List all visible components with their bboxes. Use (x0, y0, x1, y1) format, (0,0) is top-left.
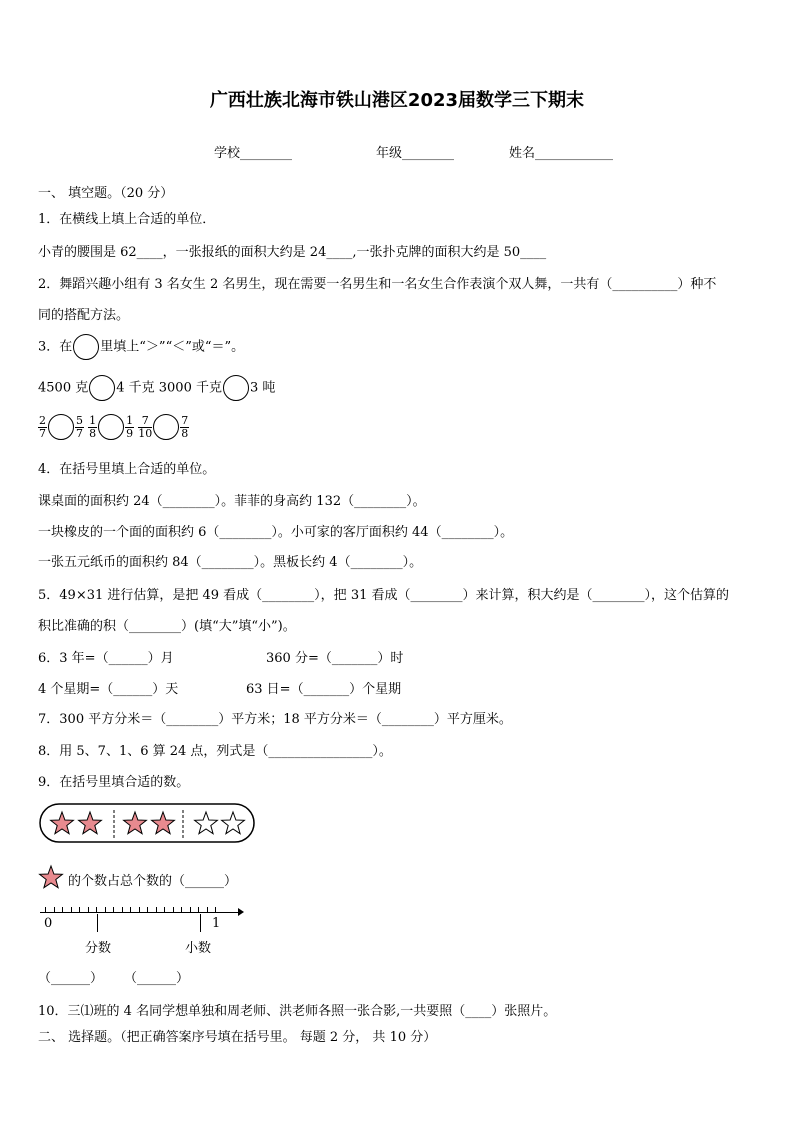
pointer-line (200, 914, 201, 932)
compare-circle (153, 414, 179, 440)
grade-field: 年级________ (376, 146, 455, 161)
fraction (75, 415, 84, 440)
tick-mark (96, 907, 97, 913)
q4-text: 4．在括号里填上合适的单位。 (38, 462, 216, 477)
numberline-end: 1 (212, 916, 221, 931)
label-decimal: 小数 (185, 941, 212, 956)
denominator: 7 (76, 426, 83, 440)
q4-line2: 一块橡皮的一个面的面积约 6（________）。小可家的客厅面积约 44（________）。 (38, 525, 514, 540)
q4-line1: 课桌面的面积约 24（________）。菲菲的身高约 132（________）。 (38, 494, 426, 509)
tick-mark (139, 907, 140, 913)
numberline-start: 0 (44, 916, 53, 931)
numerator: 7 (138, 415, 152, 428)
school-field: 学校________ (214, 146, 293, 161)
fraction (138, 415, 152, 440)
denominator: 8 (89, 426, 97, 440)
number-line (40, 912, 240, 913)
q8-text: 8．用 5、7、1、6 算 24 点，列式是（________________）。 (38, 744, 392, 759)
tick-mark (71, 907, 72, 913)
q4-line3: 一张五元纸币的面积约 84（________）。黑板长约 4（________）。 (38, 555, 423, 570)
compare-circle (48, 414, 74, 440)
denominator: 8 (181, 426, 189, 440)
tick-mark (147, 907, 148, 913)
compare-circle (73, 334, 99, 360)
tick-mark (113, 907, 114, 913)
tick-mark (62, 907, 63, 913)
tick-mark (54, 907, 55, 913)
denominator: 10 (138, 426, 153, 440)
numerator: 2 (39, 413, 46, 427)
fraction (125, 415, 134, 440)
tick-mark (173, 907, 174, 913)
q3-row1-a: 4500 克 (38, 380, 89, 396)
denominator: 7 (39, 426, 46, 440)
answer-fraction: （______） (38, 971, 104, 986)
star-icon (38, 864, 64, 890)
q9-text: 9．在括号里填合适的数。 (38, 775, 190, 790)
q3-post: 里填上“＞”“＜”或“＝”。 (100, 339, 245, 355)
stars-box-outline (40, 804, 254, 842)
compare-circle (98, 414, 124, 440)
tick-mark (164, 907, 165, 913)
tick-mark (88, 907, 89, 913)
fraction (180, 415, 189, 440)
page-title: 广西壮族北海市铁山港区2023届数学三下期末 (209, 90, 585, 111)
pointer-line (97, 914, 98, 932)
stars-box (38, 802, 258, 846)
numerator: 1 (126, 413, 134, 427)
q6-a: 6．3 年=（______）月 (38, 651, 174, 666)
q3-row2 (38, 414, 189, 440)
q3-prompt (38, 334, 244, 360)
numerator: 5 (76, 413, 83, 427)
tick-mark (156, 907, 157, 913)
q6-d: 63 日=（_______）个星期 (246, 682, 402, 697)
q5-line2: 积比准确的积（________）(填“大”填“小”)。 (38, 619, 296, 634)
q3-row1-c: 3 吨 (249, 380, 276, 396)
label-fraction: 分数 (85, 941, 112, 956)
q2-line1: 2．舞蹈兴趣小组有 3 名女生 2 名男生，现在需要一名男生和一名女生合作表演个双人舞，一共有（__________）种不 (38, 277, 717, 292)
tick-mark (198, 907, 199, 913)
tick-mark (45, 907, 46, 913)
section1-heading: 一、 填空题。（20 分） (38, 186, 174, 201)
numerator: 7 (181, 413, 189, 427)
name-field: 姓名____________ (509, 146, 614, 161)
q1-text: 1．在横线上填上合适的单位． (38, 212, 216, 227)
tick-mark (207, 907, 208, 913)
q2-line2: 同的搭配方法。 (38, 308, 130, 323)
tick-mark (122, 907, 123, 913)
q3-row1 (38, 375, 275, 401)
q3-pre: 3．在 (38, 339, 73, 355)
fraction (38, 415, 47, 440)
q10-text: 10．三⑴班的 4 名同学想单独和周老师、洪老师各照一张合影,一共要照（____）张照片。 (38, 1004, 557, 1019)
denominator: 9 (126, 426, 134, 440)
q3-row1-b: 4 千克 3000 千克 (116, 380, 222, 396)
arrow-head (238, 908, 244, 916)
tick-mark (130, 907, 131, 913)
answer-decimal: （______） (124, 971, 190, 986)
q7-text: 7．300 平方分米＝（________）平方米；18 平方分米＝（________）平方厘米。 (38, 712, 512, 727)
section2-heading: 二、 选择题。（把正确答案序号填在括号里。 每题 2 分， 共 10 分） (38, 1030, 437, 1045)
tick-mark (215, 907, 216, 913)
q9-fraction-prompt: 的个数占总个数的（______） (68, 874, 238, 889)
tick-mark (190, 907, 191, 913)
compare-circle (89, 375, 115, 401)
fraction (88, 415, 97, 440)
tick-mark (105, 907, 106, 913)
q5-line1: 5．49×31 进行估算，是把 49 看成（________），把 31 看成（________）来计算，积大约是（________），这个估算的 (38, 588, 729, 603)
tick-mark (181, 907, 182, 913)
numerator: 1 (89, 413, 97, 427)
tick-mark (79, 907, 80, 913)
q1-line: 小青的腰围是 62____，一张报纸的面积大约是 24____,一张扑克牌的面积大约是 50____ (38, 245, 547, 260)
q6-c: 4 个星期=（______）天 (38, 682, 179, 697)
q6-b: 360 分=（_______）时 (266, 651, 404, 666)
compare-circle (223, 375, 249, 401)
